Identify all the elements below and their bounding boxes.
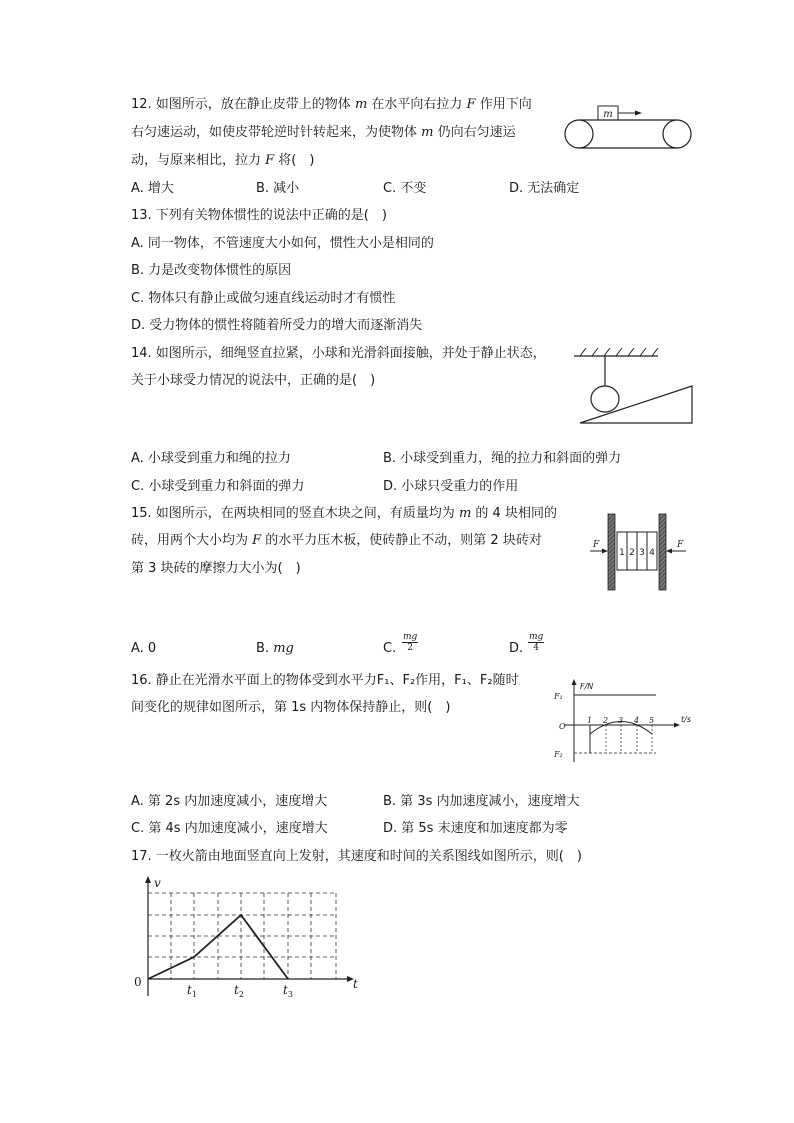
var-m: m [354,97,368,112]
t3-label: $t_3$ [283,983,293,999]
bricks-figure [588,510,690,594]
q15-option-b: B. mg [256,641,294,656]
q12-option-c: C. 不变 [383,181,427,196]
q16-option-b: B. 第 3s 内加速度减小，速度增大 [383,794,580,809]
t1-label: $t_1$ [187,983,197,999]
board-right [659,514,666,590]
q13-stem: 13. 下列有关物体惯性的说法中正确的是( ) [131,208,387,223]
q14-line1: 14. 如图所示，细绳竖直拉紧，小球和光滑斜面接触，并处于静止状态， [131,346,546,361]
q16-option-d: D. 第 5s 末速度和加速度都为零 [383,821,568,836]
ball [591,386,619,412]
t2-label: $t_2$ [234,983,244,999]
q14-line2: 关于小球受力情况的说法中，正确的是( ) [131,373,376,388]
q12-option-a: A. 增大 [131,181,174,196]
q15-option-a: A. 0 [131,641,157,656]
q15-line1: 15. 如图所示，在两块相同的竖直木块之间，有质量均为 m 的 4 块相同的 [131,506,557,521]
q17-stem: 17. 一枚火箭由地面竖直向上发射，其速度和时间的关系图线如图所示，则( ) [131,849,582,864]
q15-option-d-prefix: D. [509,641,524,656]
board-left [608,514,615,590]
q14-option-a: A. 小球受到重力和绳的拉力 [131,451,291,466]
origin-label: O [559,722,566,731]
q12-line3: 动，与原来相比，拉力 F 将( ) [131,153,315,168]
f1-label: F₁ [554,692,563,701]
q15-option-c-fraction: $\frac{mg}{2}$ [403,632,418,653]
svg-text:2: 2 [603,716,609,725]
q13-option-c: C. 物体只有静止或做匀速直线运动时才有惯性 [131,291,396,306]
q13-option-a: A. 同一物体，不管速度大小如何，惯性大小是相同的 [131,236,434,251]
q16-line1: 16. 静止在光滑水平面上的物体受到水平力F₁、F₂作用，F₁、F₂随时 [131,673,519,688]
force-time-figure [550,676,698,766]
var-F: F [466,97,476,112]
origin-label: 0 [134,975,142,989]
svg-text:5: 5 [649,716,655,725]
q14-option-d: D. 小球只受重力的作用 [383,479,519,494]
var-m: m [421,125,434,140]
q13-option-b: B. 力是改变物体惯性的原因 [131,263,292,278]
var-F: F [265,153,275,168]
f2-label: F₂ [554,750,563,759]
var-m: m [458,506,472,521]
var-F: F [252,533,262,548]
q14-option-b: B. 小球受到重力，绳的拉力和斜面的弹力 [383,451,622,466]
q13-option-d: D. 受力物体的惯性将随着所受力的增大而逐渐消失 [131,318,423,333]
svg-text:3: 3 [639,548,645,558]
force-left-label: F [593,540,600,550]
q16-option-c: C. 第 4s 内加速度减小，速度增大 [131,821,328,836]
q12-line1: 12. 如图所示，放在静止皮带上的物体 m 在水平向右拉力 F 作用下向 [131,97,532,112]
svg-text:3: 3 [618,716,624,725]
q16-line2: 间变化的规律如图所示，第 1s 内物体保持静止，则( ) [131,700,451,715]
svg-text:4: 4 [649,548,655,558]
y-axis-label: v [154,876,161,890]
svg-text:1: 1 [619,548,625,558]
x-axis-label: t/s [681,715,691,724]
q14-option-c: C. 小球受到重力和斜面的弹力 [131,479,305,494]
q12-line2: 右匀速运动，如使皮带轮逆时针转起来，为使物体 m 仍向右匀速运 [131,125,516,140]
incline-figure [566,346,694,428]
svg-text:1: 1 [587,716,593,725]
q16-option-a: A. 第 2s 内加速度减小，速度增大 [131,794,328,809]
q15-option-d-fraction: $\frac{mg}{4}$ [529,632,544,653]
belt-figure [560,100,696,156]
pulley-left [565,120,593,148]
q12-option-b: B. 减小 [256,181,300,196]
x-axis-label: t [353,977,358,991]
q15-option-c-prefix: C. [383,641,397,656]
q15-line2: 砖，用两个大小均为 F 的水平力压木板，使砖静止不动，则第 2 块砖对 [131,533,542,548]
velocity-time-figure [128,872,364,1000]
svg-text:4: 4 [634,716,640,725]
force-right-label: F [677,540,684,550]
q15-line3: 第 3 块砖的摩擦力大小为( ) [131,561,301,576]
y-axis-label: F/N [580,682,594,691]
svg-text:2: 2 [629,548,635,558]
pulley-right [663,120,691,148]
block-label: m [603,109,613,120]
q12-option-d: D. 无法确定 [509,181,580,196]
